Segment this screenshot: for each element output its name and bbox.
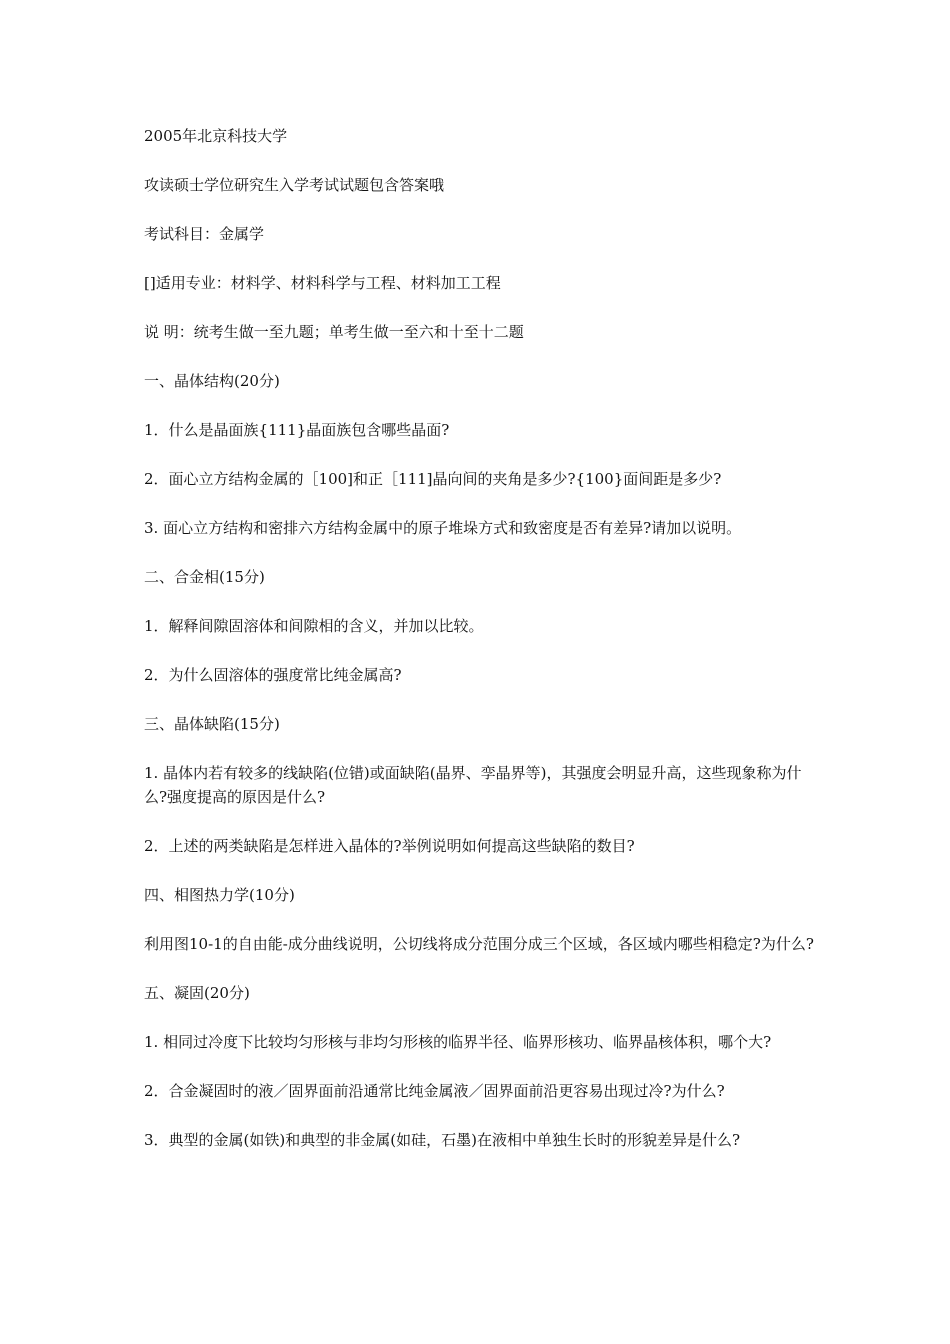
question-paragraph: 1. 相同过冷度下比较均匀形核与非均匀形核的临界半径、临界形核功、临界晶核体积，哪个大? <box>144 1033 772 1051</box>
section-heading-crystal-structure: 一、晶体结构(20分) <box>144 372 280 390</box>
question-paragraph: 利用图10-1的自由能-成分曲线说明，公切线将成分范围分成三个区域，各区域内哪些相稳定?为什么? <box>144 935 814 953</box>
document-body <box>144 124 814 1177</box>
section-heading-phase-thermodynamics: 四、相图热力学(10分) <box>144 886 295 904</box>
exam-title-line: 攻读硕士学位研究生入学考试试题包含答案哦 <box>144 176 445 194</box>
applicable-majors-line: []适用专业：材料学、材料科学与工程、材料加工工程 <box>144 274 501 292</box>
question-paragraph: 3. 面心立方结构和密排六方结构金属中的原子堆垛方式和致密度是否有差异?请加以说明。 <box>144 519 742 537</box>
question-paragraph: 1．什么是晶面族{111}晶面族包含哪些晶面? <box>144 421 450 439</box>
question-paragraph: 1. 晶体内若有较多的线缺陷(位错)或面缺陷(晶界、孪晶界等)，其强度会明显升高，这些现象称为什么?强度提高的原因是什么? <box>144 764 802 806</box>
question-paragraph: 2．合金凝固时的液／固界面前沿通常比纯金属液／固界面前沿更容易出现过冷?为什么? <box>144 1082 725 1100</box>
instructions-line: 说 明：统考生做一至九题；单考生做一至六和十至十二题 <box>144 323 524 341</box>
question-paragraph: 2．上述的两类缺陷是怎样进入晶体的?举例说明如何提高这些缺陷的数目? <box>144 837 635 855</box>
question-paragraph: 2．面心立方结构金属的［100]和正［111]晶向间的夹角是多少?{100}面间距是多少? <box>144 470 722 488</box>
question-paragraph: 1．解释间隙固溶体和间隙相的含义，并加以比较。 <box>144 617 484 635</box>
question-paragraph: 3．典型的金属(如铁)和典型的非金属(如硅，石墨)在液相中单独生长时的形貌差异是什么? <box>144 1131 740 1149</box>
section-heading-crystal-defects: 三、晶体缺陷(15分) <box>144 715 280 733</box>
school-year-line: 2005年北京科技大学 <box>144 127 288 145</box>
exam-subject-line: 考试科目：金属学 <box>144 225 265 243</box>
section-heading-alloy-phase: 二、合金相(15分) <box>144 568 265 586</box>
section-heading-solidification: 五、凝固(20分) <box>144 984 250 1002</box>
question-paragraph: 2．为什么固溶体的强度常比纯金属高? <box>144 666 402 684</box>
